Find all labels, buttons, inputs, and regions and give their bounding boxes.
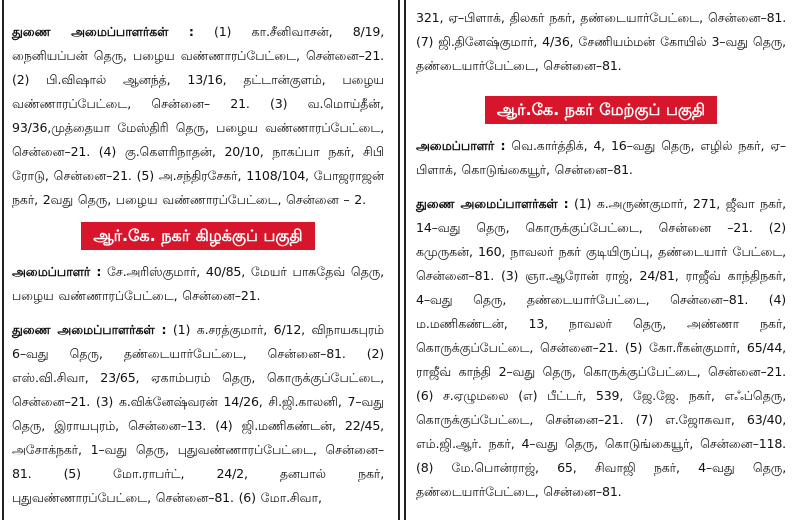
deputy-organizers-text: (1) க.அருண்குமார், 271, ஜீவா நகர், 14–வது தெரு, கொருக்குப்பேட்டை, சென்னை –21. (2) கமுருகன், 160, நாவலர் நகர் குடியிருப்பு, தண்டையார் பேட்டை, சென்னை–81. (3) ஞா.ஆரோன் ராஜ், 24/81, ராஜீவ் காந்திநகர், 4–வது தெரு, தண்டையார்பேட்டை, சென்னை–81. (4) ம.மணிகண்டன், 13, நாவலர் தெரு, அண்ணா நகர், கொருக்குப்பேட்டை, சென்னை–21. (5) கோ.ரீகன்குமார், 65/44, ராஜீவ் காந்தி 2–வது தெரு, கொருக்குப்பேட்டை, சென்னை–21. (6) ச.ஏழுமலை (எ) பீட்டர், 539, ஜே.ஜே. நகர், எஃப்தெரு, கொருக்குப்பேட்டை, சென்னை–21. (7) எ.ஜோசுவா, 63/40, எம்.ஜி.ஆர். நகர், 4–வது தெரு, கொடுங்கையூர், சென்னை–118. (8) மே.பொன்ராஜ், 65, சிவாஜி நகர், 4–வது தெரு, தண்டையார்பேட்டை, சென்னை–81. — [416, 196, 786, 499]
column-rule-middle — [398, 0, 400, 520]
continued-text: 321, ஏ–பிளாக், திலகர் நகர், தண்டையார்பேட்டை, சென்னை–81. (7) ஜி.தினேஷ்குமார், 4/36, சேணியம்மன் கோயில் 3–வது தெரு, தண்டையார்பேட்டை, சென்னை–81. — [416, 10, 786, 73]
right-column — [410, 0, 792, 520]
deputy-organizers-paragraph-east — [12, 318, 384, 510]
deputy-organizers-label: துணை அமைப்பாளர்கள் : — [12, 322, 167, 337]
deputy-organizers-paragraph — [12, 20, 384, 212]
deputy-organizers-paragraph-west — [416, 192, 786, 504]
section-heading-east-label: ஆர்.கே. நகர் கிழக்குப் பகுதி — [81, 222, 314, 250]
left-column — [0, 0, 390, 520]
deputy-organizers-text: (1) க.சரத்குமார், 6/12, விநாயகபுரம் 6–வது தெரு, தண்டையார்பேட்டை, சென்னை–81. (2) எஸ்.வி.சிவா, 23/65, ஏகாம்பரம் தெரு, கொருக்குப்பேட்டை, சென்னை–21. (3) க.விக்னேஷ்வரன் 14/26, சி.ஜி.காலனி, 7–வது தெரு, இராயபுரம், சென்னை–13. (4) ஜி.மணிகண்டன், 22/45, அசோக்நகர், 1–வது தெரு, புதுவண்ணாரப்பேட்டை, சென்னை–81. (5) மோ.ராபர்ட், 24/2, தனபால் நகர், புதுவண்ணாரப்பேட்டை, சென்னை–81. (6) மோ.சிவா, — [12, 322, 384, 505]
organizer-label: அமைப்பாளர் : — [416, 138, 506, 153]
organizer-paragraph-west — [416, 134, 786, 182]
section-heading-west-label: ஆர்.கே. நகர் மேற்குப் பகுதி — [485, 96, 717, 124]
organizer-text: சே.அரிஸ்குமார், 40/85, மேயர் பாசுதேவ் தெரு, பழைய வண்ணாரப்பேட்டை, சென்னை–21. — [12, 264, 384, 303]
deputy-organizers-label: துணை அமைப்பாளர்கள் : — [12, 24, 194, 39]
organizer-text: வெ.கார்த்திக், 4, 16–வது தெரு, எழில் நகர், ஏ–பிளாக், கொடுங்கையூர், சென்னை–81. — [416, 138, 786, 177]
deputy-organizers-text: (1) கா.சீனிவாசன், 8/19, நைனியப்பன் தெரு, பழைய வண்ணாரப்பேட்டை, சென்னை–21. (2) பி.விஷால் ஆனந்த், 13/16, தட்டான்குளம், பழைய வண்ணாரப்பேட்டை, சென்னை– 21. (3) வ.மொய்தீன், 93/36,முத்தையா மேஸ்திரி தெரு, பழைய வண்ணாரப்பேட்டை, சென்னை–21. (4) கு.கௌரிநாதன், 20/10, நாகப்பா நகர், சிபி ரோடு, சென்னை–21. (5) அ.சந்திரசேகர், 1108/104, போஜராஜன் நகர், 2வது தெரு, பழைய வண்ணாரப்பேட்டை, சென்னை – 2. — [12, 24, 384, 207]
organizer-label: அமைப்பாளர் : — [12, 264, 102, 279]
section-heading-east — [12, 222, 384, 250]
section-heading-west — [416, 96, 786, 124]
column-rule-middle-2 — [404, 0, 406, 520]
organizer-paragraph-east — [12, 260, 384, 308]
deputy-organizers-label: துணை அமைப்பாளர்கள் : — [416, 196, 569, 211]
continued-paragraph — [416, 6, 786, 78]
